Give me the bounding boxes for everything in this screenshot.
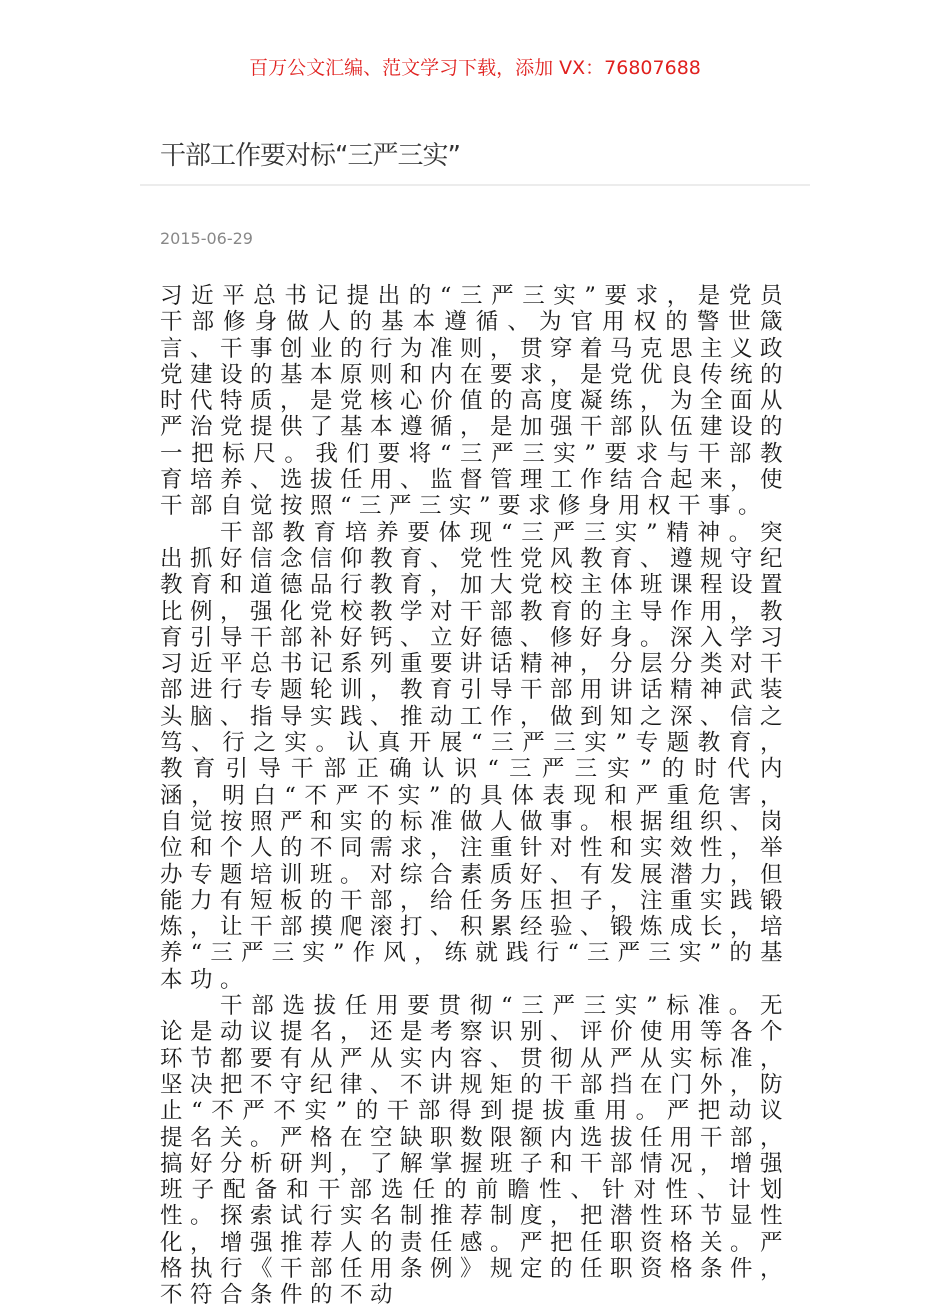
- title-divider: [140, 184, 810, 186]
- article-title: 干部工作要对标“三严三实”: [160, 141, 460, 171]
- article-body: [160, 283, 790, 1309]
- publish-date: 2015-06-29: [160, 229, 253, 248]
- paragraph-intro: 习近平总书记提出的“三严三实”要求，是党员干部修身做人的基本遵循、为官用权的警世箴言、干事创业的行为准则，贯穿着马克思主义政党建设的基本原则和内在要求，是党优良传统的时代特质，是党核心价值的高度凝练，为全面从严治党提供了基本遵循，是加强干部队伍建设的一把标尺。我们要将“三严三实”要求与干部教育培养、选拔任用、监督管理工作结合起来，使干部自觉按照“三严三实”要求修身用权干事。: [160, 283, 791, 520]
- paragraph-selection: 干部选拔任用要贯彻“三严三实”标准。无论是动议提名，还是考察识别、评价使用等各个环节都要有从严从实内容、贯彻从严从实标准，坚决把不守纪律、不讲规矩的干部挡在门外，防止“不严不实”的干部得到提拔重用。严把动议提名关。严格在空缺职数限额内选拔任用干部，搞好分析研判，了解掌握班子和干部情况，增强班子配备和干部选任的前瞻性、针对性、计划性。探索试行实名制推荐制度，把潜性环节显性化，增强推荐人的责任感。严把任职资格关。严格执行《干部任用条例》规定的任职资格条件，不符合条件的不动: [160, 993, 791, 1309]
- promo-banner: 百万公文汇编、范文学习下载，添加 VX：76807688: [249, 57, 701, 79]
- paragraph-education: 干部教育培养要体现“三严三实”精神。突出抓好信念信仰教育、党性党风教育、遵规守纪教育和道德品行教育，加大党校主体班课程设置比例，强化党校教学对干部教育的主导作用，教育引导干部补好钙、立好德、修好身。深入学习习近平总书记系列重要讲话精神，分层分类对干部进行专题轮训，教育引导干部用讲话精神武装头脑、指导实践、推动工作，做到知之深、信之笃、行之实。认真开展“三严三实”专题教育，教育引导干部正确认识“三严三实”的时代内涵，明白“不严不实”的具体表现和严重危害，自觉按照严和实的标准做人做事。根据组织、岗位和个人的不同需求，注重针对性和实效性，举办专题培训班。对综合素质好、有发展潜力，但能力有短板的干部，给任务压担子，注重实践锻炼，让干部摸爬滚打、积累经验、锻炼成长，培养“三严三实”作风，练就践行“三严三实”的基本功。: [160, 519, 791, 993]
